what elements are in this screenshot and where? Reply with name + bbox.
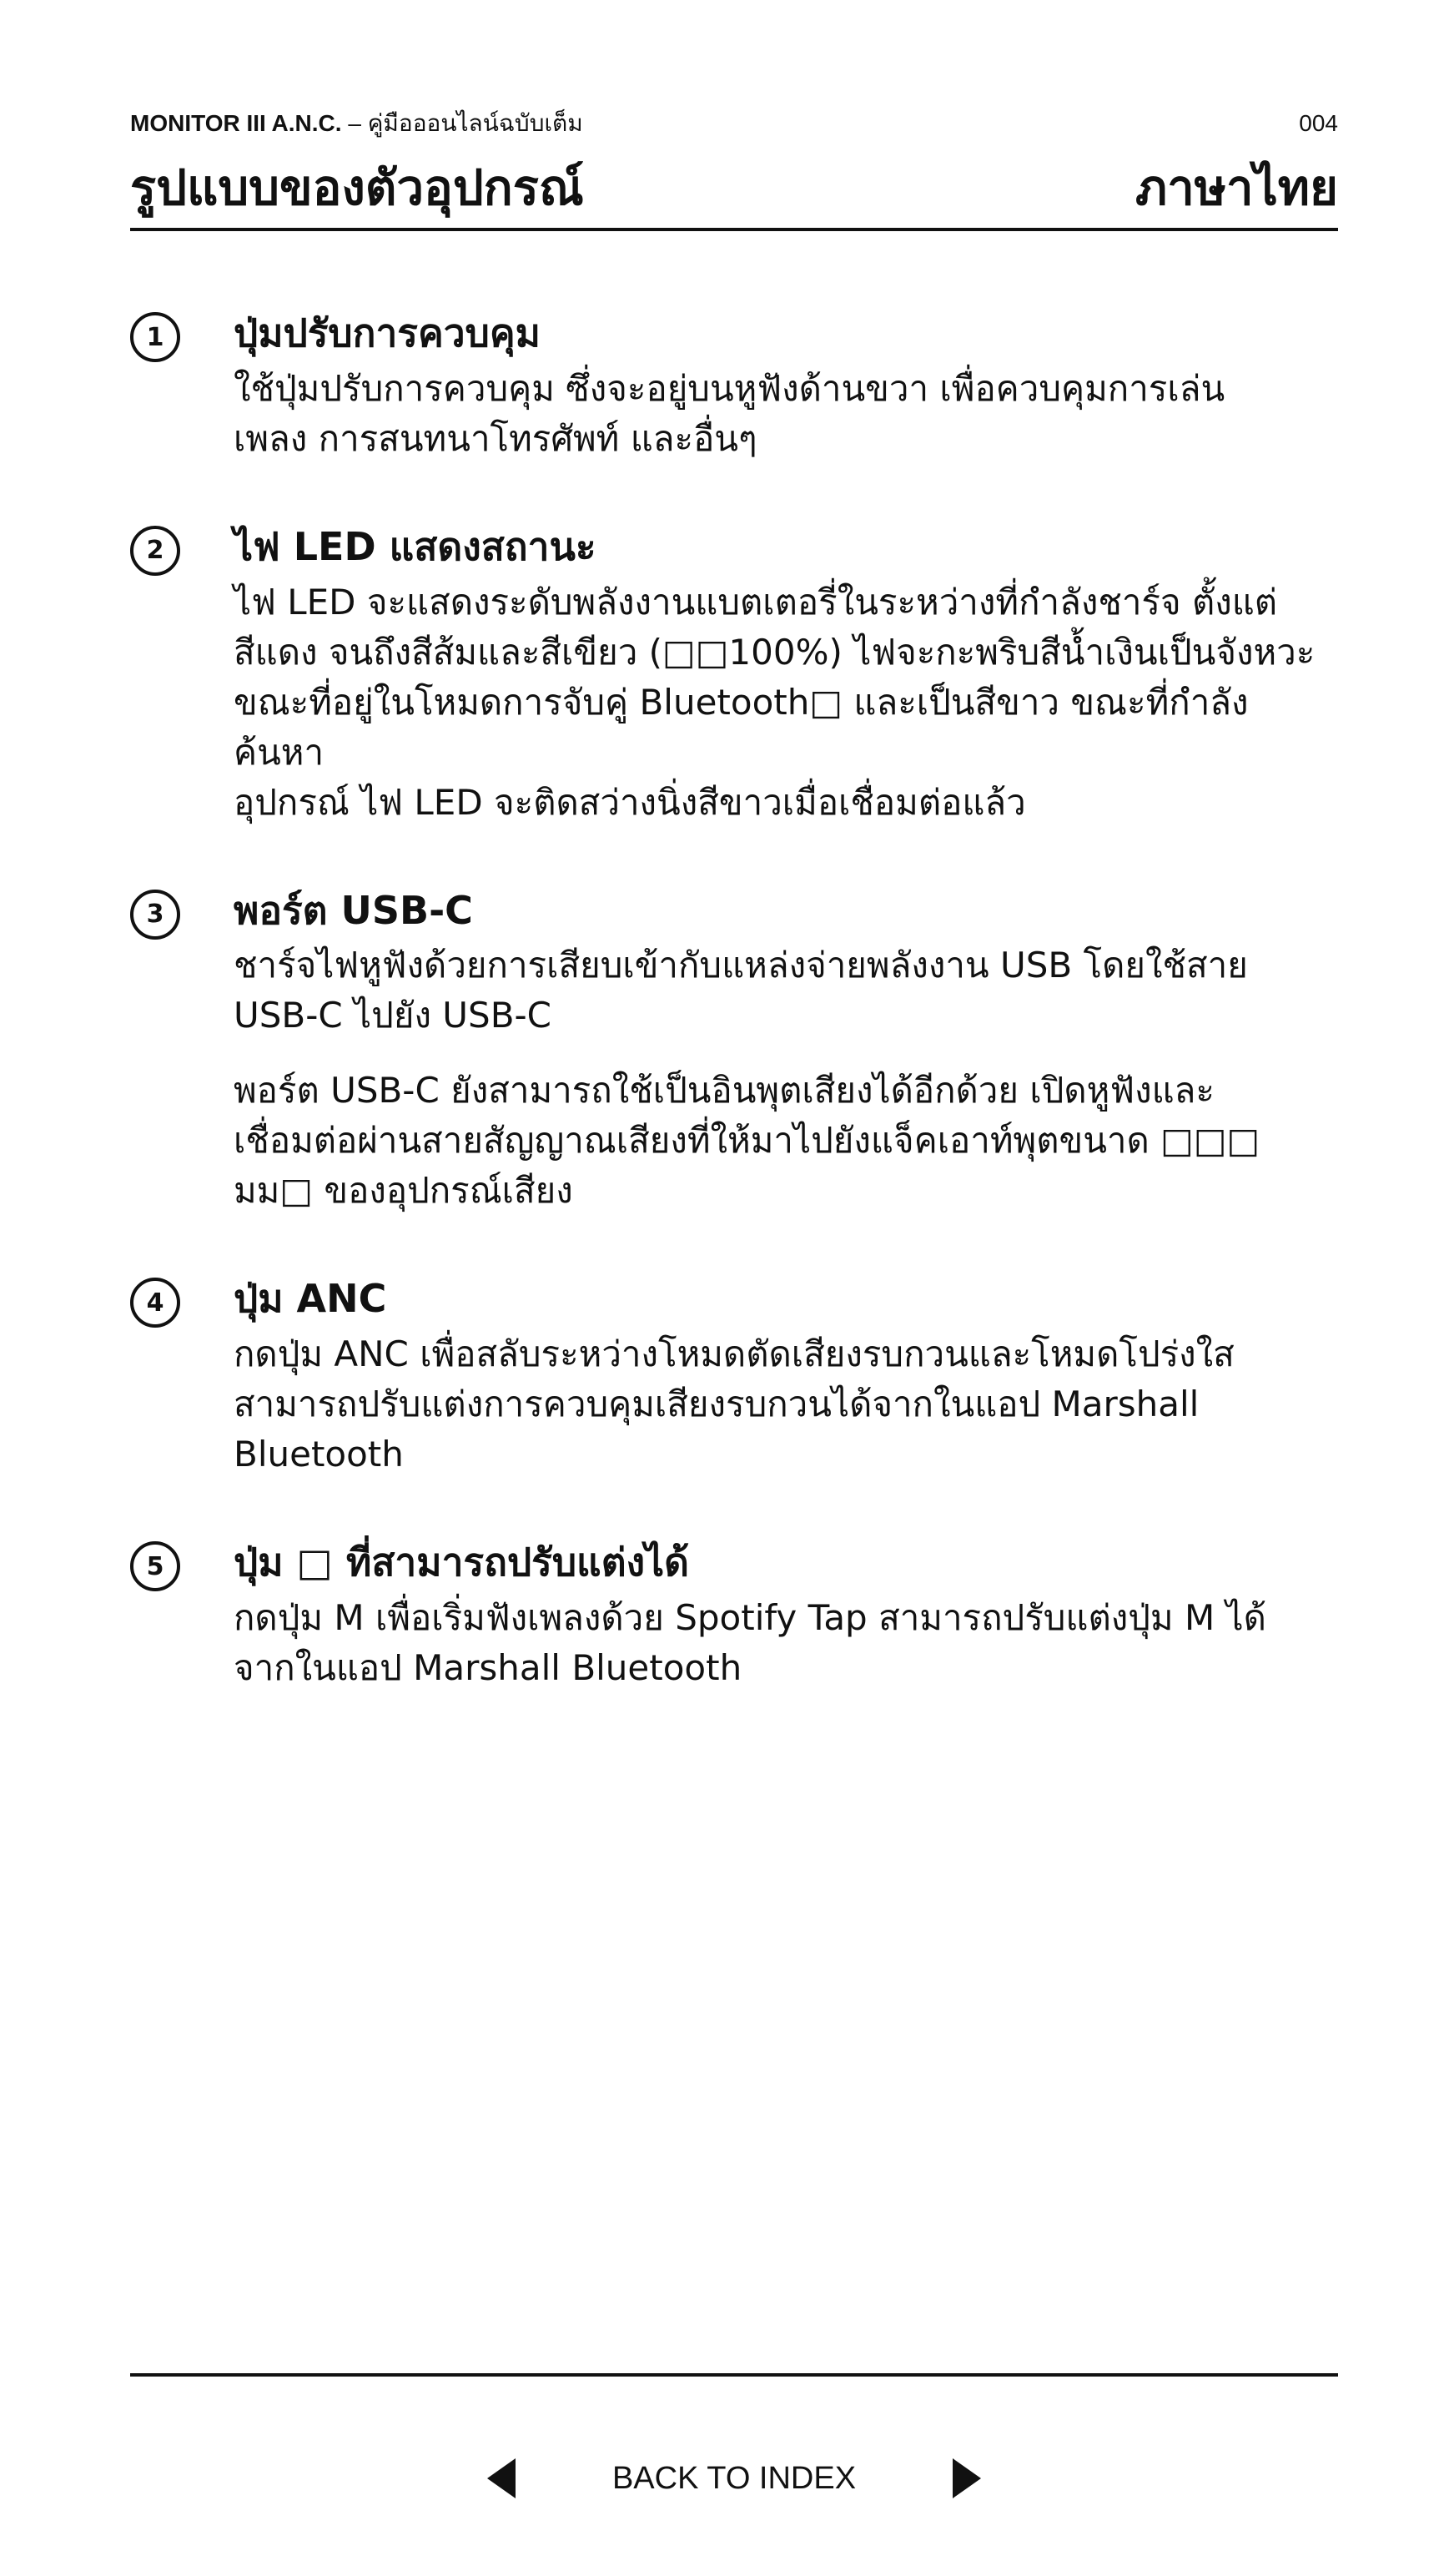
running-header [130, 105, 1338, 142]
section-title: รูปแบบของตัวอุปกรณ์ [130, 159, 584, 216]
item-number-badge: 3 [130, 890, 180, 940]
item-number-badge: 2 [130, 526, 180, 576]
page-number: 004 [1299, 110, 1338, 136]
back-to-index-link[interactable]: BACK TO INDEX [611, 2460, 857, 2496]
document-subtitle: – คู่มือออนไลน์ฉบับเต็ม [341, 110, 583, 136]
feature-item-1 [130, 309, 1338, 464]
language-label: ภาษาไทย [1135, 159, 1338, 216]
triangle-right-icon[interactable] [953, 2458, 981, 2498]
feature-list [130, 309, 1338, 1752]
item-heading: พอร์ต USB-C [234, 887, 473, 933]
item-description: ใช้ปุ่มปรับการควบคุม ซึ่งจะอยู่บนหูฟังด้านขวา เพื่อควบคุมการเล่น เพลง การสนทนาโทรศัพท์ และอื่นๆ [234, 367, 1225, 459]
document-name [130, 105, 583, 142]
item-description: พอร์ต USB-C ยังสามารถใช้เป็นอินพุตเสียงได้อีกด้วย เปิดหูฟังและ เชื่อมต่อผ่านสายสัญญาณเสียงที่ให้มาไปยังแจ็คเอาท์พุตขนาด □□□ มม□ ของอุปกรณ์เสียง [234, 1070, 1260, 1212]
triangle-left-icon[interactable] [487, 2458, 516, 2498]
item-heading: ปุ่ม □ ที่สามารถปรับแต่งได้ [234, 1540, 690, 1585]
item-heading: ปุ่มปรับการควบคุม [234, 310, 541, 355]
feature-item-4 [130, 1274, 1338, 1480]
item-description: กดปุ่ม ANC เพื่อสลับระหว่างโหมดตัดเสียงรบกวนและโหมดโปร่งใส สามารถปรับแต่งการควบคุมเสียงรบกวนได้จากในแอป Marshall Bluetooth [234, 1333, 1235, 1475]
footer-divider [130, 2373, 1338, 2377]
footer-navigation [130, 2458, 1338, 2498]
item-number-badge: 5 [130, 1541, 180, 1591]
title-row [130, 160, 1338, 231]
item-description: ไฟ LED จะแสดงระดับพลังงานแบตเตอรี่ในระหว่างที่กำลังชาร์จ ตั้งแต่ สีแดง จนถึงสีส้มและสีเขียว (□□100%) ไฟจะกะพริบสีน้ำเงินเป็นจังหวะ ขณะที่อยู่ในโหมดการจับคู่ Bluetooth□ และเป็นสีขาว ขณะที่กำลังค้นหา อุปกรณ์ ไฟ LED จะติดสว่างนิ่งสีขาวเมื่อเชื่อมต่อแล้ว [234, 581, 1316, 823]
item-number-badge: 1 [130, 312, 180, 362]
item-heading: ปุ่ม ANC [234, 1276, 387, 1322]
product-name: MONITOR III A.N.C. [130, 110, 342, 136]
feature-item-3 [130, 886, 1338, 1217]
item-number-badge: 4 [130, 1278, 180, 1328]
feature-item-2 [130, 522, 1338, 828]
item-description: ชาร์จไฟหูฟังด้วยการเสียบเข้ากับแหล่งจ่ายพลังงาน USB โดยใช้สาย USB-C ไปยัง USB-C [234, 945, 1248, 1036]
item-heading: ไฟ LED แสดงสถานะ [234, 523, 596, 569]
feature-item-5 [130, 1538, 1338, 1693]
manual-page [130, 0, 1338, 2576]
item-description: กดปุ่ม M เพื่อเริ่มฟังเพลงด้วย Spotify Tap สามารถปรับแต่งปุ่ม M ได้ จากในแอป Marshall Bluetooth [234, 1596, 1266, 1688]
